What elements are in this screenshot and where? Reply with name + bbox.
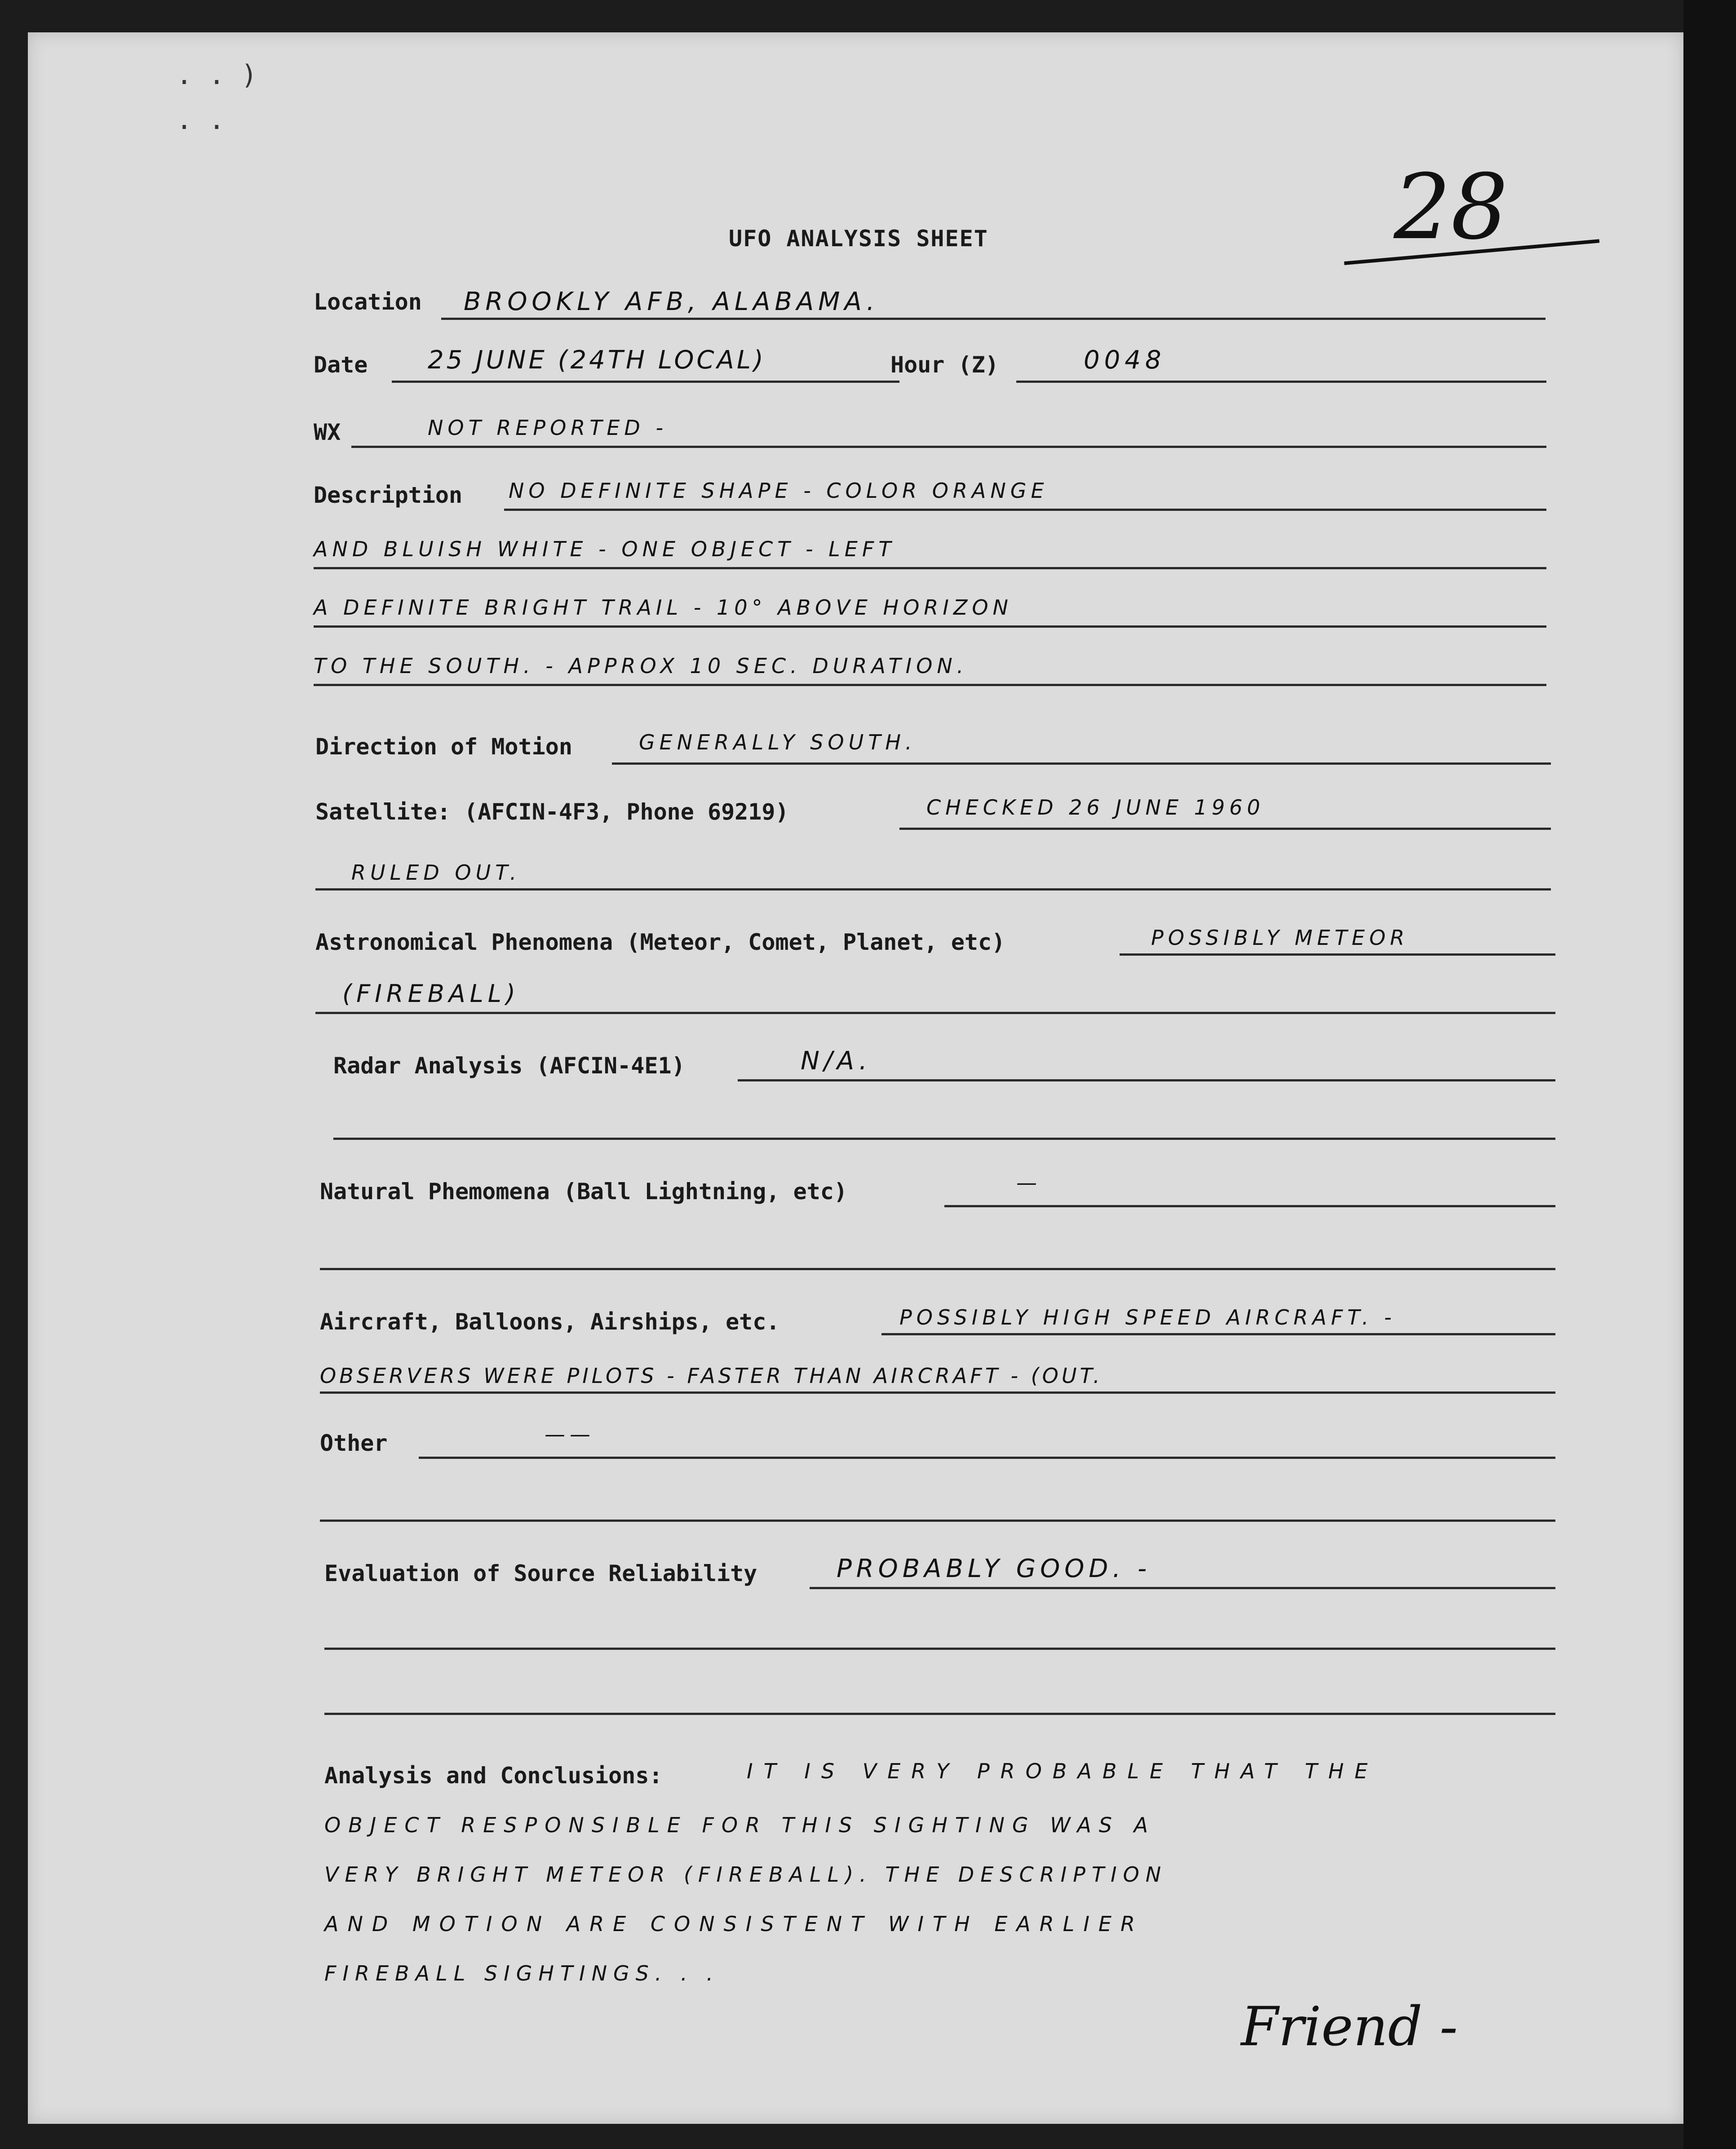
other-label: Other	[320, 1430, 388, 1456]
analysis-label: Analysis and Conclusions:	[324, 1763, 663, 1789]
aircraft-line-2	[320, 1391, 1555, 1394]
astronomical-line-2	[315, 1012, 1555, 1014]
description-line-1: NO DEFINITE SHAPE - COLOR ORANGE	[509, 479, 1049, 503]
description-line-3: A DEFINITE BRIGHT TRAIL - 10° ABOVE HORIZON	[314, 595, 1013, 620]
location-label: Location	[314, 289, 422, 315]
reliability-value: PROBABLY GOOD. -	[837, 1554, 1151, 1583]
radar-line	[738, 1079, 1555, 1081]
reliability-line	[810, 1587, 1555, 1589]
analysis-line-5: FIREBALL SIGHTINGS. . .	[324, 1961, 719, 1985]
astronomical-line	[1120, 953, 1555, 956]
astronomical-value-2: (FIREBALL)	[342, 979, 520, 1008]
direction-value: GENERALLY SOUTH.	[639, 730, 917, 754]
natural-value: —	[1016, 1170, 1041, 1195]
reliability-line-3	[324, 1713, 1555, 1715]
date-value: 25 JUNE (24TH LOCAL)	[428, 346, 766, 375]
document-title: UFO ANALYSIS SHEET	[729, 226, 988, 252]
wx-label: WX	[314, 419, 341, 445]
aircraft-label: Aircraft, Balloons, Airships, etc.	[320, 1309, 780, 1335]
aircraft-value-2: OBSERVERS WERE PILOTS - FASTER THAN AIRCRAFT - (OUT.	[320, 1364, 1103, 1388]
hour-label: Hour (Z)	[890, 352, 999, 378]
direction-label: Direction of Motion	[315, 734, 572, 760]
radar-value: N/A.	[801, 1046, 872, 1076]
date-line	[392, 381, 899, 383]
document-page	[28, 32, 1683, 2124]
scan-edge	[1683, 0, 1736, 2149]
description-rule-2	[314, 567, 1546, 569]
location-value: BROOKLY AFB, ALABAMA.	[464, 287, 879, 316]
other-line-2	[320, 1520, 1555, 1522]
stray-mark: . .	[176, 104, 225, 136]
description-line-4: TO THE SOUTH. - APPROX 10 SEC. DURATION.	[314, 654, 968, 678]
natural-line-2	[320, 1268, 1555, 1270]
natural-line	[944, 1205, 1555, 1207]
radar-line-2	[333, 1138, 1555, 1140]
signature: Friend -	[1241, 1996, 1458, 2058]
satellite-line-2	[315, 888, 1551, 891]
satellite-line	[899, 828, 1551, 830]
astronomical-value: POSSIBLY METEOR	[1151, 926, 1409, 950]
satellite-label: Satellite: (AFCIN-4F3, Phone 69219)	[315, 799, 789, 825]
handwritten-page-number: 28	[1394, 155, 1508, 260]
astronomical-label: Astronomical Phenomena (Meteor, Comet, Planet, etc)	[315, 929, 1005, 955]
location-line	[441, 318, 1546, 320]
direction-line	[612, 762, 1551, 765]
description-rule-4	[314, 684, 1546, 686]
hour-line	[1016, 381, 1546, 383]
satellite-value: CHECKED 26 JUNE 1960	[926, 795, 1265, 820]
description-label: Description	[314, 482, 463, 508]
satellite-value-2: RULED OUT.	[351, 860, 521, 885]
natural-label: Natural Phemomena (Ball Lightning, etc)	[320, 1179, 847, 1205]
other-value: ——	[545, 1422, 595, 1446]
date-label: Date	[314, 352, 368, 378]
description-line-2: AND BLUISH WHITE - ONE OBJECT - LEFT	[314, 537, 896, 561]
description-rule-1	[504, 509, 1546, 511]
analysis-line-2: OBJECT RESPONSIBLE FOR THIS SIGHTING WAS A	[324, 1813, 1156, 1837]
aircraft-line	[881, 1333, 1555, 1335]
wx-line	[351, 446, 1546, 448]
description-rule-3	[314, 625, 1546, 628]
reliability-label: Evaluation of Source Reliability	[324, 1560, 757, 1586]
stray-mark: . . )	[176, 59, 257, 91]
other-line	[419, 1457, 1555, 1459]
hour-value: 0048	[1084, 346, 1166, 375]
aircraft-value: POSSIBLY HIGH SPEED AIRCRAFT. -	[899, 1305, 1396, 1329]
wx-value: NOT REPORTED -	[428, 416, 668, 440]
analysis-line-1: IT IS VERY PROBABLE THAT THE	[747, 1759, 1378, 1783]
analysis-line-4: AND MOTION ARE CONSISTENT WITH EARLIER	[324, 1912, 1144, 1936]
reliability-line-2	[324, 1648, 1555, 1650]
radar-label: Radar Analysis (AFCIN-4E1)	[333, 1053, 685, 1079]
analysis-line-3: VERY BRIGHT METEOR (FIREBALL). THE DESCRIPTION	[324, 1862, 1168, 1887]
